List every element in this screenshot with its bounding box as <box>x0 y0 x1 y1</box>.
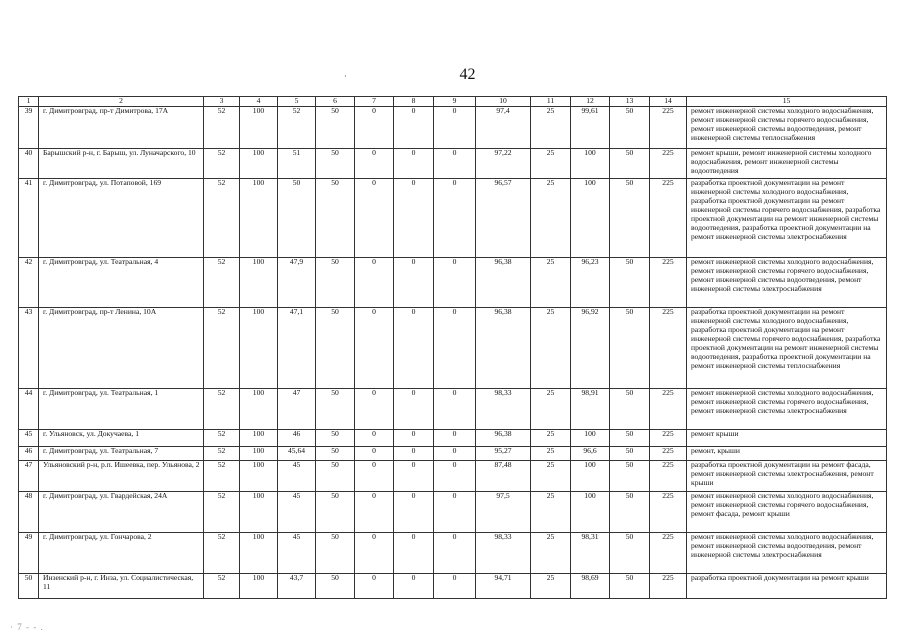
address-cell: Ульяновский р-н, р.п. Ишеевка, пер. Ульянова, 2 <box>39 461 204 492</box>
stray-mark: · <box>344 72 347 81</box>
row-number: 45 <box>19 430 39 447</box>
table-row <box>19 179 887 258</box>
col7-cell: 0 <box>355 461 394 492</box>
col9-cell: 0 <box>434 461 476 492</box>
col11-cell: 25 <box>531 179 571 258</box>
col3-cell: 52 <box>204 447 240 461</box>
col8-cell: 0 <box>394 107 434 149</box>
works-description-cell: ремонт инженерной системы холодного водоснабжения, ремонт инженерной системы горячего водоснабжения, ремонт фасада, ремонт крыши <box>687 492 887 533</box>
col11-cell: 25 <box>531 533 571 574</box>
address-cell: г. Димитровград, ул. Гвардейская, 24А <box>39 492 204 533</box>
works-description-cell: ремонт инженерной системы холодного водоснабжения, ремонт инженерной системы горячего водоснабжения, ремонт инженерной системы водоотведения, ремонт инженерной системы теплоснабжения <box>687 107 887 149</box>
col10-cell: 96,57 <box>476 179 531 258</box>
table-row <box>19 533 887 574</box>
col10-cell: 96,38 <box>476 430 531 447</box>
col9-cell: 0 <box>434 149 476 179</box>
col7-cell: 0 <box>355 389 394 430</box>
col9-cell: 0 <box>434 533 476 574</box>
col4-cell: 100 <box>240 430 278 447</box>
col13-cell: 50 <box>610 308 650 389</box>
row-number: 50 <box>19 574 39 599</box>
col6-cell: 50 <box>316 258 355 308</box>
col4-cell: 100 <box>240 492 278 533</box>
col3-cell: 52 <box>204 461 240 492</box>
page-number: 42 <box>459 66 476 83</box>
works-description-cell: ремонт крыши, ремонт инженерной системы холодного водоснабжения, ремонт инженерной системы водоотведения <box>687 149 887 179</box>
col5-cell: 47,1 <box>278 308 316 389</box>
col14-cell: 225 <box>650 107 687 149</box>
col11-cell: 25 <box>531 149 571 179</box>
col6-cell: 50 <box>316 389 355 430</box>
col5-cell: 47,9 <box>278 258 316 308</box>
address-cell: г. Димитровград, ул. Театральная, 1 <box>39 389 204 430</box>
col13-cell: 50 <box>610 389 650 430</box>
col7-cell: 0 <box>355 149 394 179</box>
repair-register-table <box>18 96 887 599</box>
col14-cell: 225 <box>650 461 687 492</box>
works-description-cell: разработка проектной документации на ремонт инженерной системы холодного водоснабжения, разработка проектной документации на ремонт инженерной системы горячего водоснабжения, разработка проектной документации на ремонт инженерной системы водоотведения, разработка проектной документации на ремонт инженерной системы теплоснабжения <box>687 308 887 389</box>
col3-cell: 52 <box>204 308 240 389</box>
col11-cell: 25 <box>531 430 571 447</box>
col12-cell: 98,91 <box>571 389 610 430</box>
col14-cell: 225 <box>650 447 687 461</box>
row-number: 39 <box>19 107 39 149</box>
col4-cell: 100 <box>240 447 278 461</box>
col13-cell: 50 <box>610 574 650 599</box>
col14-cell: 225 <box>650 308 687 389</box>
col9-cell: 0 <box>434 258 476 308</box>
col6-cell: 50 <box>316 308 355 389</box>
column-number-9: 9 <box>434 97 476 107</box>
row-number: 43 <box>19 308 39 389</box>
col3-cell: 52 <box>204 149 240 179</box>
col9-cell: 0 <box>434 389 476 430</box>
row-number: 40 <box>19 149 39 179</box>
col11-cell: 25 <box>531 389 571 430</box>
col5-cell: 45 <box>278 461 316 492</box>
col8-cell: 0 <box>394 574 434 599</box>
column-number-14: 14 <box>650 97 687 107</box>
col12-cell: 99,61 <box>571 107 610 149</box>
col11-cell: 25 <box>531 258 571 308</box>
column-number-1: 1 <box>19 97 39 107</box>
col5-cell: 45 <box>278 492 316 533</box>
col6-cell: 50 <box>316 492 355 533</box>
col7-cell: 0 <box>355 107 394 149</box>
row-number: 41 <box>19 179 39 258</box>
col12-cell: 100 <box>571 430 610 447</box>
col7-cell: 0 <box>355 574 394 599</box>
table-row <box>19 389 887 430</box>
col13-cell: 50 <box>610 492 650 533</box>
col7-cell: 0 <box>355 492 394 533</box>
col12-cell: 100 <box>571 179 610 258</box>
col11-cell: 25 <box>531 308 571 389</box>
col13-cell: 50 <box>610 179 650 258</box>
col5-cell: 46 <box>278 430 316 447</box>
col6-cell: 50 <box>316 430 355 447</box>
column-number-7: 7 <box>355 97 394 107</box>
col5-cell: 47 <box>278 389 316 430</box>
row-number: 47 <box>19 461 39 492</box>
col6-cell: 50 <box>316 179 355 258</box>
col10-cell: 95,27 <box>476 447 531 461</box>
col4-cell: 100 <box>240 179 278 258</box>
col4-cell: 100 <box>240 461 278 492</box>
col6-cell: 50 <box>316 533 355 574</box>
col7-cell: 0 <box>355 447 394 461</box>
col3-cell: 52 <box>204 107 240 149</box>
col8-cell: 0 <box>394 308 434 389</box>
table-row <box>19 149 887 179</box>
col8-cell: 0 <box>394 389 434 430</box>
works-description-cell: разработка проектной документации на ремонт крыши <box>687 574 887 599</box>
col7-cell: 0 <box>355 533 394 574</box>
col12-cell: 100 <box>571 461 610 492</box>
col13-cell: 50 <box>610 447 650 461</box>
address-cell: г. Димитровград, ул. Театральная, 4 <box>39 258 204 308</box>
works-description-cell: ремонт инженерной системы холодного водоснабжения, ремонт инженерной системы горячего водоснабжения, ремонт инженерной системы электроснабжения <box>687 389 887 430</box>
address-cell: Барышский р-н, г. Барыш, ул. Луначарского, 10 <box>39 149 204 179</box>
column-number-2: 2 <box>39 97 204 107</box>
col14-cell: 225 <box>650 149 687 179</box>
col3-cell: 52 <box>204 179 240 258</box>
table-row <box>19 308 887 389</box>
table-row <box>19 447 887 461</box>
table-row <box>19 107 887 149</box>
col9-cell: 0 <box>434 107 476 149</box>
address-cell: г. Димитровград, ул. Театральная, 7 <box>39 447 204 461</box>
col6-cell: 50 <box>316 447 355 461</box>
col14-cell: 225 <box>650 430 687 447</box>
col6-cell: 50 <box>316 574 355 599</box>
col12-cell: 98,69 <box>571 574 610 599</box>
col4-cell: 100 <box>240 149 278 179</box>
col7-cell: 0 <box>355 430 394 447</box>
row-number: 42 <box>19 258 39 308</box>
col7-cell: 0 <box>355 308 394 389</box>
address-cell: Инзенский р-н, г. Инза, ул. Социалистическая, 11 <box>39 574 204 599</box>
col4-cell: 100 <box>240 389 278 430</box>
col6-cell: 50 <box>316 107 355 149</box>
col13-cell: 50 <box>610 149 650 179</box>
column-number-8: 8 <box>394 97 434 107</box>
address-cell: г. Димитровград, пр-т Димитрова, 17А <box>39 107 204 149</box>
column-number-10: 10 <box>476 97 531 107</box>
col3-cell: 52 <box>204 430 240 447</box>
col10-cell: 97,4 <box>476 107 531 149</box>
address-cell: г. Ульяновск, ул. Докучаева, 1 <box>39 430 204 447</box>
col9-cell: 0 <box>434 430 476 447</box>
footer-scribble: · 7 - - . <box>10 622 44 632</box>
col8-cell: 0 <box>394 533 434 574</box>
col10-cell: 96,38 <box>476 308 531 389</box>
row-number: 48 <box>19 492 39 533</box>
col13-cell: 50 <box>610 430 650 447</box>
col3-cell: 52 <box>204 574 240 599</box>
col9-cell: 0 <box>434 447 476 461</box>
works-description-cell: ремонт, крыши <box>687 447 887 461</box>
row-number: 49 <box>19 533 39 574</box>
column-number-11: 11 <box>531 97 571 107</box>
col5-cell: 52 <box>278 107 316 149</box>
col7-cell: 0 <box>355 179 394 258</box>
col10-cell: 94,71 <box>476 574 531 599</box>
col10-cell: 97,5 <box>476 492 531 533</box>
table-row <box>19 430 887 447</box>
col10-cell: 98,33 <box>476 389 531 430</box>
col8-cell: 0 <box>394 179 434 258</box>
col6-cell: 50 <box>316 149 355 179</box>
col3-cell: 52 <box>204 492 240 533</box>
col4-cell: 100 <box>240 533 278 574</box>
table-row <box>19 574 887 599</box>
address-cell: г. Димитровград, пр-т Ленина, 10А <box>39 308 204 389</box>
col14-cell: 225 <box>650 258 687 308</box>
col6-cell: 50 <box>316 461 355 492</box>
column-number-6: 6 <box>316 97 355 107</box>
col13-cell: 50 <box>610 258 650 308</box>
col11-cell: 25 <box>531 107 571 149</box>
col13-cell: 50 <box>610 107 650 149</box>
col5-cell: 50 <box>278 179 316 258</box>
column-number-12: 12 <box>571 97 610 107</box>
col7-cell: 0 <box>355 258 394 308</box>
column-number-5: 5 <box>278 97 316 107</box>
col9-cell: 0 <box>434 492 476 533</box>
col3-cell: 52 <box>204 533 240 574</box>
col11-cell: 25 <box>531 461 571 492</box>
col4-cell: 100 <box>240 107 278 149</box>
col4-cell: 100 <box>240 574 278 599</box>
row-number: 44 <box>19 389 39 430</box>
col3-cell: 52 <box>204 389 240 430</box>
col8-cell: 0 <box>394 149 434 179</box>
col14-cell: 225 <box>650 389 687 430</box>
col11-cell: 25 <box>531 447 571 461</box>
col8-cell: 0 <box>394 447 434 461</box>
col12-cell: 96,92 <box>571 308 610 389</box>
works-description-cell: ремонт инженерной системы холодного водоснабжения, ремонт инженерной системы водоотведения, ремонт инженерной системы электроснабжения <box>687 533 887 574</box>
col9-cell: 0 <box>434 179 476 258</box>
col11-cell: 25 <box>531 492 571 533</box>
col14-cell: 225 <box>650 179 687 258</box>
col8-cell: 0 <box>394 258 434 308</box>
col13-cell: 50 <box>610 461 650 492</box>
col12-cell: 96,6 <box>571 447 610 461</box>
works-description-cell: ремонт крыши <box>687 430 887 447</box>
column-number-15: 15 <box>687 97 887 107</box>
col5-cell: 45,64 <box>278 447 316 461</box>
col5-cell: 51 <box>278 149 316 179</box>
col3-cell: 52 <box>204 258 240 308</box>
table-row <box>19 461 887 492</box>
col11-cell: 25 <box>531 574 571 599</box>
row-number: 46 <box>19 447 39 461</box>
col12-cell: 96,23 <box>571 258 610 308</box>
col5-cell: 45 <box>278 533 316 574</box>
col10-cell: 87,48 <box>476 461 531 492</box>
col12-cell: 100 <box>571 149 610 179</box>
col8-cell: 0 <box>394 430 434 447</box>
works-description-cell: разработка проектной документации на ремонт фасада, ремонт инженерной системы электроснабжения, ремонт крыши <box>687 461 887 492</box>
col10-cell: 98,33 <box>476 533 531 574</box>
col14-cell: 225 <box>650 533 687 574</box>
column-number-4: 4 <box>240 97 278 107</box>
address-cell: г. Димитровград, ул. Потаповой, 169 <box>39 179 204 258</box>
col10-cell: 96,38 <box>476 258 531 308</box>
col8-cell: 0 <box>394 461 434 492</box>
table-row <box>19 258 887 308</box>
col8-cell: 0 <box>394 492 434 533</box>
table-row <box>19 492 887 533</box>
column-number-13: 13 <box>610 97 650 107</box>
col12-cell: 98,31 <box>571 533 610 574</box>
col14-cell: 225 <box>650 492 687 533</box>
col9-cell: 0 <box>434 574 476 599</box>
col9-cell: 0 <box>434 308 476 389</box>
column-number-row <box>19 97 887 107</box>
col14-cell: 225 <box>650 574 687 599</box>
col5-cell: 43,7 <box>278 574 316 599</box>
col10-cell: 97,22 <box>476 149 531 179</box>
col12-cell: 100 <box>571 492 610 533</box>
col4-cell: 100 <box>240 308 278 389</box>
works-description-cell: ремонт инженерной системы холодного водоснабжения, ремонт инженерной системы горячего водоснабжения, ремонт инженерной системы водоотведения, ремонт инженерной системы электроснабжения <box>687 258 887 308</box>
column-number-3: 3 <box>204 97 240 107</box>
col13-cell: 50 <box>610 533 650 574</box>
col4-cell: 100 <box>240 258 278 308</box>
works-description-cell: разработка проектной документации на ремонт инженерной системы холодного водоснабжения, разработка проектной документации на ремонт инженерной системы горячего водоснабжения, разработка проектной документации на ремонт инженерной системы водоотведения, разработка проектной документации на ремонт инженерной системы электроснабжения <box>687 179 887 258</box>
address-cell: г. Димитровград, ул. Гончарова, 2 <box>39 533 204 574</box>
